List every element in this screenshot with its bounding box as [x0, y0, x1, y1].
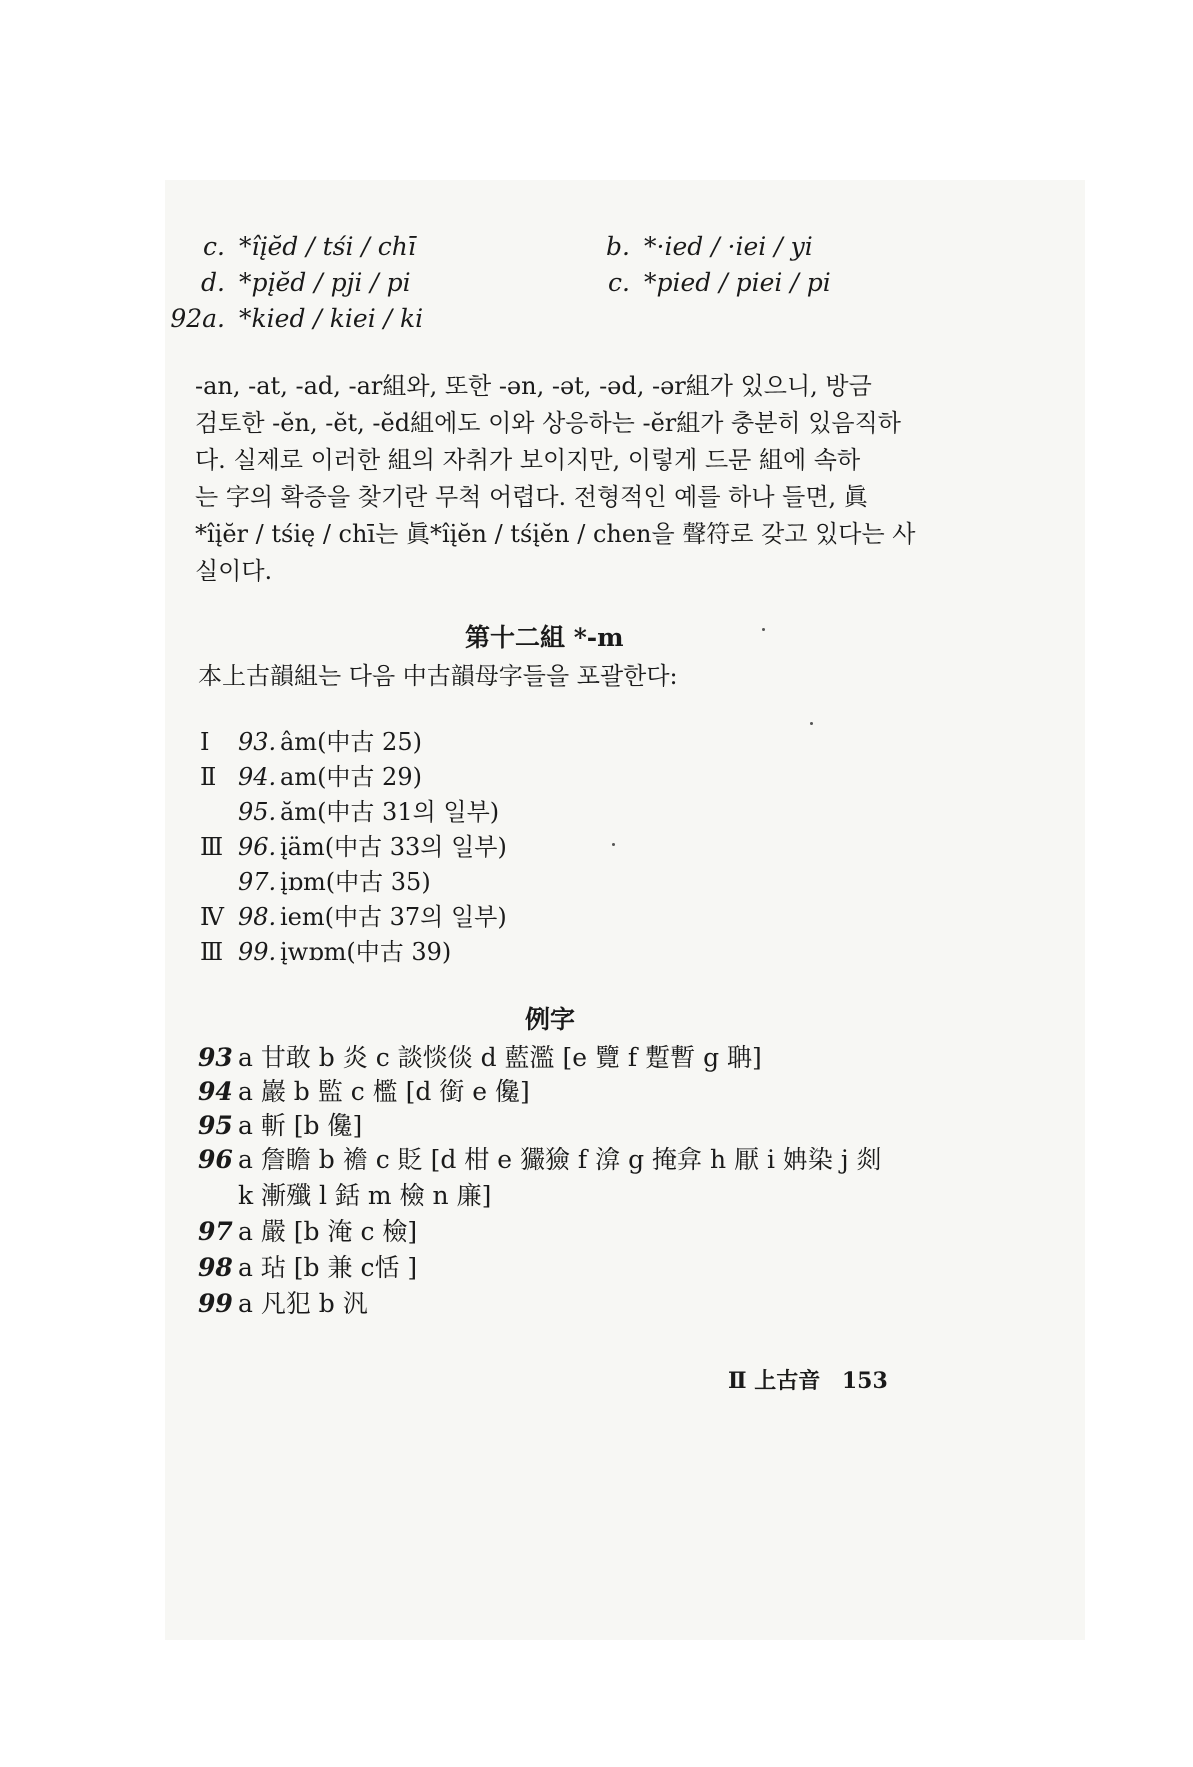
- example-text: a 詹瞻 b 襜 c 貶 [d 柑 e 玁獫 f 渰 g 掩弇 h 厭 i 姌染 j 剡: [238, 1145, 882, 1174]
- final-number: 94.: [238, 763, 277, 791]
- final-text: įäm(中古 33의 일부): [280, 833, 507, 861]
- final-text: am(中古 29): [280, 763, 422, 791]
- entry-label: 92a.: [170, 304, 225, 333]
- entry-text: *pied / piei / pi: [644, 268, 831, 297]
- example-number: 94: [198, 1077, 233, 1106]
- final-number: 95.: [238, 798, 277, 826]
- paragraph-line-3: 다. 실제로 이러한 組의 자취가 보이지만, 이렇게 드문 組에 속하: [195, 446, 861, 474]
- page-number: 153: [841, 1368, 888, 1394]
- example-number: 95: [198, 1111, 233, 1140]
- final-number: 98.: [238, 903, 277, 931]
- final-grade: Ⅲ: [200, 833, 224, 861]
- final-number: 96.: [238, 833, 277, 861]
- example-row: [198, 1248, 417, 1284]
- example-row: [198, 1106, 362, 1142]
- top-entry-left-1: [155, 232, 416, 261]
- entry-text: *îįĕd / tśi / chī: [239, 232, 416, 261]
- entry-text: *kied / kiei / ki: [239, 304, 424, 333]
- top-entry-right-2: [560, 268, 831, 297]
- entry-label: d.: [201, 268, 225, 297]
- example-row: [198, 1284, 368, 1320]
- final-row: [200, 792, 499, 827]
- paragraph-line-1: -an, -at, -ad, -ar組와, 또한 -ən, -ət, -əd, -ər組가 있으니, 방금: [195, 372, 872, 400]
- final-text: iem(中古 37의 일부): [280, 903, 507, 931]
- example-row: [198, 1072, 530, 1108]
- final-text: ăm(中古 31의 일부): [280, 798, 500, 826]
- example-number: 96: [198, 1145, 233, 1174]
- scan-speck: [810, 722, 813, 725]
- top-entry-left-3: [155, 304, 423, 333]
- examples-heading: 例字: [525, 1005, 576, 1034]
- entry-label: c.: [608, 268, 630, 297]
- final-grade: Ⅰ: [200, 728, 210, 756]
- final-number: 99.: [238, 938, 277, 966]
- example-row: [198, 1212, 417, 1248]
- entry-label: c.: [203, 232, 225, 261]
- example-text: a 玷 [b 兼 c恬 ]: [238, 1253, 418, 1282]
- running-footer: [728, 1364, 888, 1395]
- top-entry-left-2: [155, 268, 411, 297]
- final-grade: Ⅲ: [200, 938, 224, 966]
- example-number: 93: [198, 1043, 233, 1072]
- example-number: 97: [198, 1217, 233, 1246]
- example-text: a 嚴 [b 淹 c 檢]: [238, 1217, 418, 1246]
- final-number: 93.: [238, 728, 277, 756]
- example-text: a 斬 [b 儳]: [238, 1111, 363, 1140]
- top-entry-right-1: [560, 232, 813, 261]
- final-text: įɒm(中古 35): [280, 868, 431, 896]
- final-text: įwɒm(中古 39): [280, 938, 452, 966]
- example-text: a 凡犯 b 汎: [238, 1289, 368, 1318]
- paragraph-line-5: *îįĕr / tśię / chī는 眞*îįĕn / tśįĕn / chen을 聲符로 갖고 있다는 사: [195, 520, 916, 548]
- final-row: [200, 932, 451, 967]
- example-text: a 甘敢 b 炎 c 談惔倓 d 藍濫 [e 覽 f 蹔暫 g 聃]: [238, 1043, 762, 1072]
- paragraph-line-4: 는 字의 확증을 찾기란 무척 어렵다. 전형적인 예를 하나 들면, 眞: [195, 483, 868, 511]
- example-row: [198, 1038, 762, 1074]
- example-number: 99: [198, 1289, 233, 1318]
- example-number: 98: [198, 1253, 233, 1282]
- final-row: [200, 757, 422, 792]
- example-text: k 漸殲 l 銛 m 檢 n 廉]: [238, 1181, 492, 1210]
- final-row: [200, 827, 507, 862]
- final-row: [200, 897, 507, 932]
- final-grade: Ⅱ: [200, 763, 217, 791]
- scan-speck: [612, 843, 615, 846]
- paragraph-line-6: 실이다.: [195, 557, 273, 585]
- entry-text: *pįĕd / pji / pi: [239, 268, 411, 297]
- scan-speck: [762, 628, 765, 631]
- entry-label: b.: [606, 232, 630, 261]
- footer-section: Ⅱ 上古音: [728, 1368, 821, 1394]
- final-row: [200, 862, 431, 897]
- final-text: âm(中古 25): [280, 728, 422, 756]
- final-number: 97.: [238, 868, 277, 896]
- example-row: [198, 1140, 882, 1176]
- example-text: a 巖 b 監 c 檻 [d 銜 e 儳]: [238, 1077, 530, 1106]
- final-grade: Ⅳ: [200, 903, 224, 931]
- paragraph-line-2: 검토한 -ĕn, -ĕt, -ĕd組에도 이와 상응하는 -ĕr組가 충분히 있음직하: [195, 409, 901, 437]
- example-row-continued: [198, 1176, 491, 1212]
- entry-text: *·ied / ·iei / yi: [644, 232, 813, 261]
- final-row: [200, 722, 422, 757]
- section-title: 第十二組 *-m: [465, 623, 624, 652]
- section-intro: 本上古韻組는 다음 中古韻母字들을 포괄한다:: [198, 662, 678, 690]
